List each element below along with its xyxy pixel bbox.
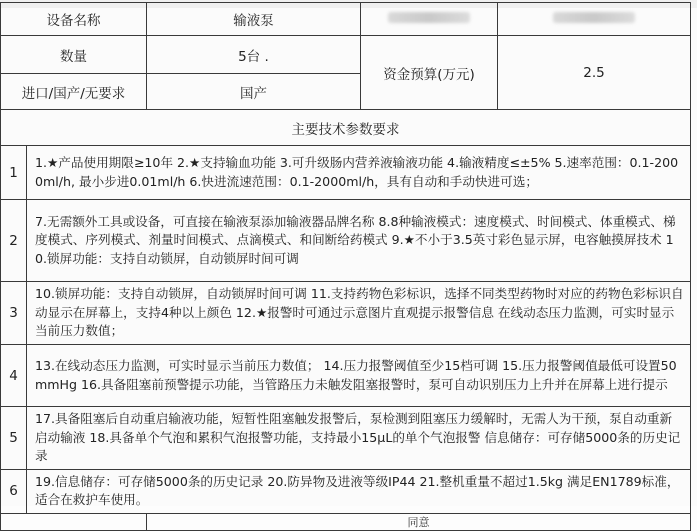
- origin-label: 进口/国产/无要求: [1, 74, 147, 110]
- spec-row: [1, 282, 691, 345]
- spec-row-number: 4: [1, 345, 27, 407]
- row-section-title: [1, 110, 691, 146]
- row-quantity: [1, 36, 691, 74]
- device-name-value: 输液泵: [147, 3, 361, 36]
- spec-row-number: 2: [1, 200, 27, 282]
- spec-row-text: 17.具备阻塞后自动重启输液功能，短暂性阻塞触发报警后，泵检测到阻塞压力缓解时，无需人为干预，泵自动重新启动输液 18.具备单个气泡和累积气泡报警功能，支持最小15μL的单个气泡报警 信息储存：可存储5000条的历史记录: [27, 407, 691, 470]
- redacted-cell-right: [498, 3, 691, 36]
- footer-fragment: 同意: [147, 513, 691, 530]
- budget-value: 2.5: [498, 36, 691, 110]
- spec-row-number: 3: [1, 282, 27, 345]
- spec-row-text: 1.★产品使用期限≥10年 2.★支持输血功能 3.可升级肠内营养液输液功能 4.输液精度≤±5% 5.速率范围：0.1-2000ml/h, 最小步进0.01ml/h 6.快进流速范围：0.1-2000ml/h，具有自动和手动快进可选；: [27, 146, 691, 200]
- spec-row: [1, 469, 691, 513]
- spec-row-number: 5: [1, 407, 27, 470]
- row-device-name: [1, 3, 691, 36]
- spec-row-number: 6: [1, 469, 27, 513]
- spec-row-text: 13.在线动态压力监测，可实时显示当前压力数值； 14.压力报警阈值至少15档可调 15.压力报警阈值最低可设置50mmHg 16.具备阻塞前预警提示功能，当管路压力未触发阻塞报警时，泵可自动识别压力上升并在屏幕上进行提示: [27, 345, 691, 407]
- budget-label: 资金预算(万元): [361, 36, 498, 110]
- quantity-value: 5台 .: [147, 36, 361, 74]
- origin-value: 国产: [147, 74, 361, 110]
- footer-cell-left: [1, 513, 147, 530]
- spec-row-text: 10.锁屏功能：支持自动锁屏，自动锁屏时间可调 11.支持药物色彩标识，选择不同类型药物时对应的药物色彩标识自动显示在屏幕上，支持4种以上颜色 12.★报警时可通过示意图片直观提示报警信息 在线动态压力监测，可实时显示当前压力数值；: [27, 282, 691, 345]
- footer-row: [1, 513, 691, 530]
- spec-table: [0, 2, 691, 531]
- redacted-text: [388, 12, 470, 23]
- quantity-label: 数量: [1, 36, 147, 74]
- spec-row: [1, 345, 691, 407]
- spec-row-number: 1: [1, 146, 27, 200]
- redacted-cell-left: [361, 3, 498, 36]
- spec-row-text: 19.信息储存：可存储5000条的历史记录 20.防异物及进液等级IP44 21.整机重量不超过1.5kg 满足EN1789标准，适合在救护车使用。: [27, 469, 691, 513]
- spec-row-text: 7.无需额外工具或设备，可直接在输液泵添加输液器品牌名称 8.8种输液模式：速度模式、时间模式、体重模式、梯度模式、序列模式、剂量时间模式、点滴模式、和间断给药模式 9.★不小于3.5英寸彩色显示屏，电容触摸屏技术 10.锁屏功能：支持自动锁屏，自动锁屏时间可调: [27, 200, 691, 282]
- device-name-label: 设备名称: [1, 3, 147, 36]
- spec-row: [1, 407, 691, 470]
- redacted-text: [553, 12, 635, 23]
- spec-row: [1, 200, 691, 282]
- spec-row: [1, 146, 691, 200]
- section-title: 主要技术参数要求: [1, 110, 691, 146]
